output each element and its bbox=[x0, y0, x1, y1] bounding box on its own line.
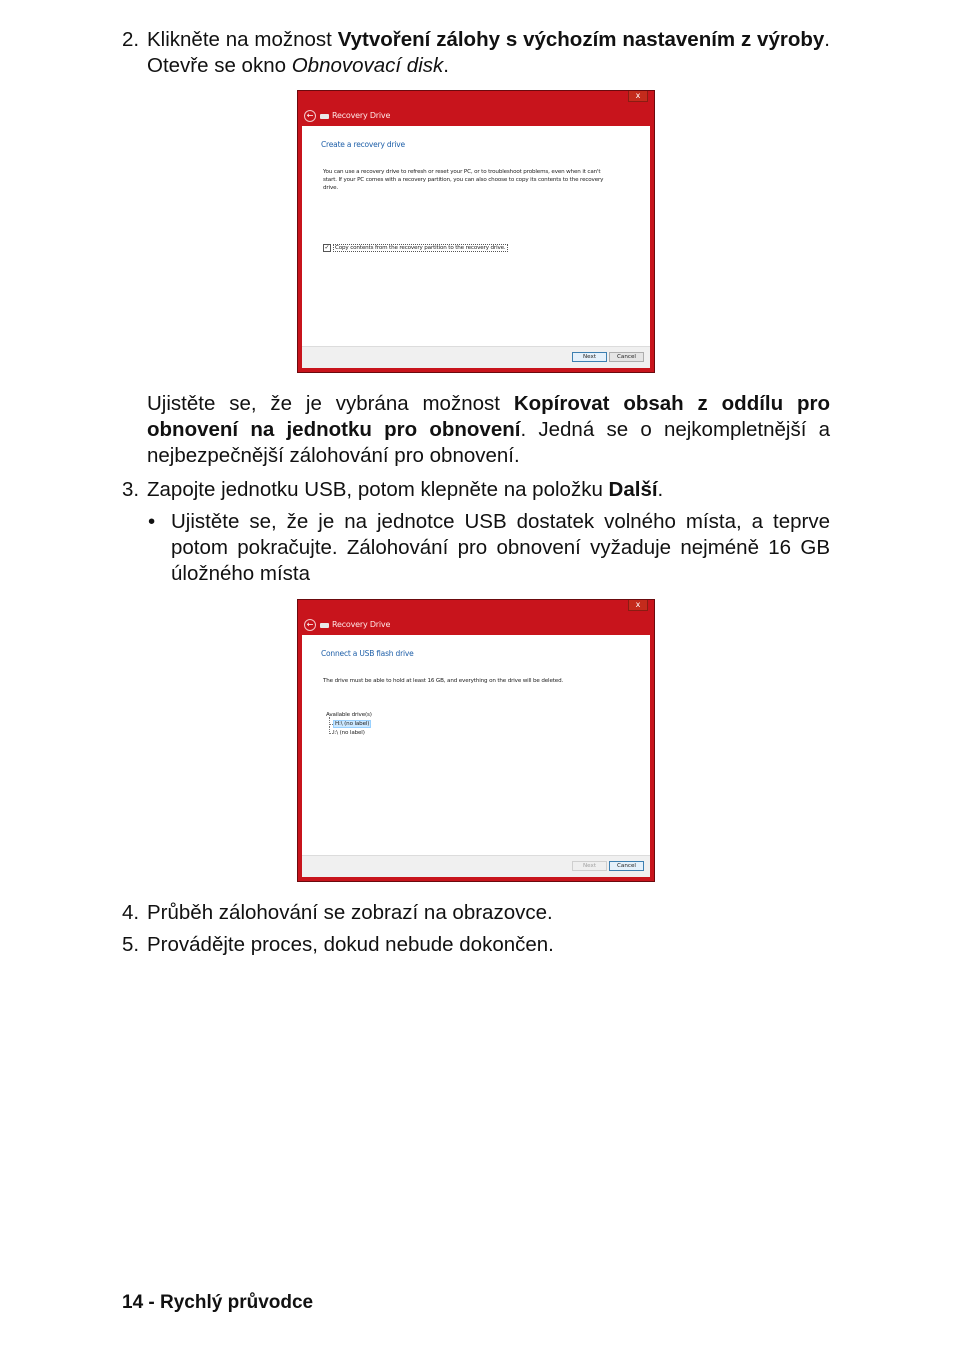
cancel-button[interactable]: Cancel bbox=[609, 352, 644, 362]
step-2-text-after: . bbox=[443, 54, 449, 77]
step-3-number: 3. bbox=[122, 478, 140, 501]
dialog-heading: Connect a USB flash drive bbox=[321, 649, 414, 658]
window-client-area bbox=[302, 126, 650, 368]
step-2-text bbox=[147, 27, 830, 79]
recovery-drive-window-2 bbox=[297, 599, 655, 882]
page-footer-label: 14 - Rychlý průvodce bbox=[122, 1292, 314, 1313]
ensure-option-paragraph bbox=[147, 391, 830, 469]
window-title: Recovery Drive bbox=[332, 620, 391, 629]
checkbox-label[interactable]: Copy contents from the recovery partition to the recovery drive. bbox=[335, 245, 506, 251]
available-drives-list bbox=[326, 711, 372, 738]
step-4-number: 4. bbox=[122, 901, 140, 924]
drive-icon bbox=[320, 623, 329, 628]
step-3-text-before: Zapojte jednotku USB, potom klepněte na položku bbox=[147, 478, 609, 501]
step-5-text: Provádějte proces, dokud nebude dokončen. bbox=[147, 933, 554, 956]
next-button[interactable]: Next bbox=[572, 861, 607, 871]
back-arrow-icon[interactable]: ← bbox=[304, 110, 316, 122]
close-icon[interactable]: x bbox=[628, 91, 648, 102]
ensure-text-before: Ujistěte se, že je vybrána možnost bbox=[147, 392, 514, 415]
checkbox-check-icon[interactable]: ✓ bbox=[324, 244, 330, 251]
copy-contents-checkbox[interactable] bbox=[323, 244, 508, 252]
drive-item[interactable] bbox=[326, 729, 372, 738]
bullet-symbol: • bbox=[148, 510, 156, 533]
step-3-text-after: . bbox=[657, 478, 664, 501]
step-2-italic: Obnovovací disk bbox=[291, 54, 444, 77]
back-arrow-icon[interactable]: ← bbox=[304, 619, 316, 631]
bullet-text: Ujistěte se, že je na jednotce USB dostatek volného místa, a teprve potom pokračujte. Zálohování pro obnovení vyžaduje nejméně 16 GB úložného místa bbox=[171, 510, 830, 585]
step-2-text-before: Klikněte na možnost bbox=[147, 28, 338, 51]
step-5-number: 5. bbox=[122, 933, 140, 956]
dialog-heading: Create a recovery drive bbox=[321, 140, 405, 149]
ensure-bold: Kopírovat obsah z oddílu pro obnovení na jednotku pro obnovení bbox=[147, 392, 831, 441]
step-3-text bbox=[147, 477, 830, 503]
step-2-text-middle: . Otevře se okno bbox=[147, 28, 830, 77]
drive-icon bbox=[320, 114, 329, 119]
dialog-description: You can use a recovery drive to refresh or reset your PC, or to troubleshoot problems, even when it can't start. If your PC comes with a recovery partition, you can also choose to copy its contents to the recovery drive. bbox=[323, 169, 604, 191]
step-4-text: Průběh zálohování se zobrazí na obrazovce. bbox=[147, 901, 553, 924]
dialog-description: The drive must be able to hold at least 16 GB, and everything on the drive will be deleted. bbox=[323, 678, 564, 684]
close-icon[interactable]: x bbox=[628, 600, 648, 611]
available-drives-label: Available drive(s) bbox=[326, 712, 372, 718]
next-button[interactable]: Next bbox=[572, 352, 607, 362]
ensure-text-after: . Jedná se o nejkompletnější a nejbezpečnější zálohování pro obnovení. bbox=[147, 418, 831, 467]
step-2-number: 2. bbox=[122, 28, 140, 51]
drive-item-selected-label[interactable]: H:\ (no label) bbox=[335, 721, 370, 727]
window-title: Recovery Drive bbox=[332, 111, 391, 120]
window-client-area bbox=[302, 635, 650, 877]
recovery-drive-window-1 bbox=[297, 90, 655, 373]
dialog-footer bbox=[302, 855, 650, 877]
cancel-button[interactable]: Cancel bbox=[609, 861, 644, 871]
step-3-bold: Další bbox=[608, 478, 658, 501]
step-2-bold: Vytvoření zálohy s výchozím nastavením z výroby bbox=[337, 28, 825, 51]
drive-item-label[interactable]: I:\ (no label) bbox=[333, 730, 365, 736]
dialog-footer bbox=[302, 346, 650, 368]
